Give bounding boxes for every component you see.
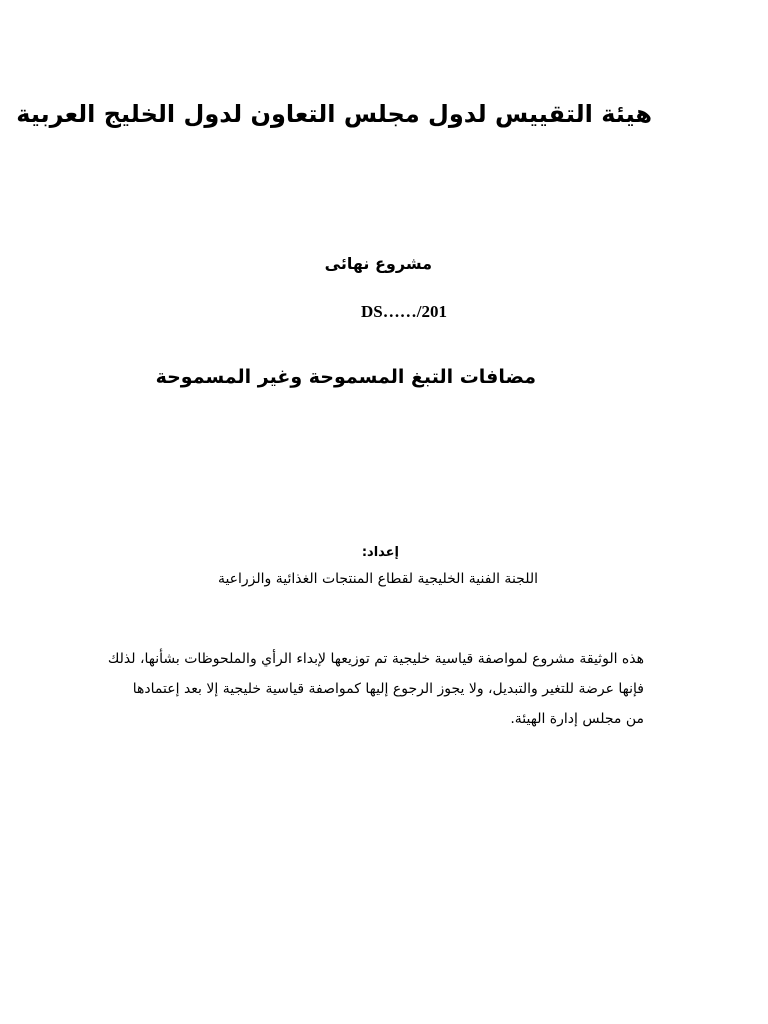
document-subject: مضافات التبغ المسموحة وغير المسموحة [155, 366, 536, 388]
organization-title: هيئة التقييس لدول مجلس التعاون لدول الخليج العربية [16, 100, 652, 128]
committee-name: اللجنة الفنية الخليجية لقطاع المنتجات الغذائية والزراعية [217, 571, 538, 587]
notice-line: هذه الوثيقة مشروع لمواصفة قياسية خليجية تم توزيعها لإبداء الرأي والملحوظات بشأنها، لذلك [107, 651, 644, 667]
draft-status: مشروع نهائى [324, 254, 432, 273]
document-code: DS……/201 [361, 302, 447, 321]
notice-line: من مجلس إدارة الهيئة. [510, 711, 644, 727]
draft-notice [107, 644, 644, 734]
prepared-by-label: إعداد: [361, 545, 399, 560]
notice-line: فإنها عرضة للتغير والتبديل، ولا يجوز الرجوع إليها كمواصفة قياسية خليجية إلا بعد إعتمادها [132, 681, 644, 697]
